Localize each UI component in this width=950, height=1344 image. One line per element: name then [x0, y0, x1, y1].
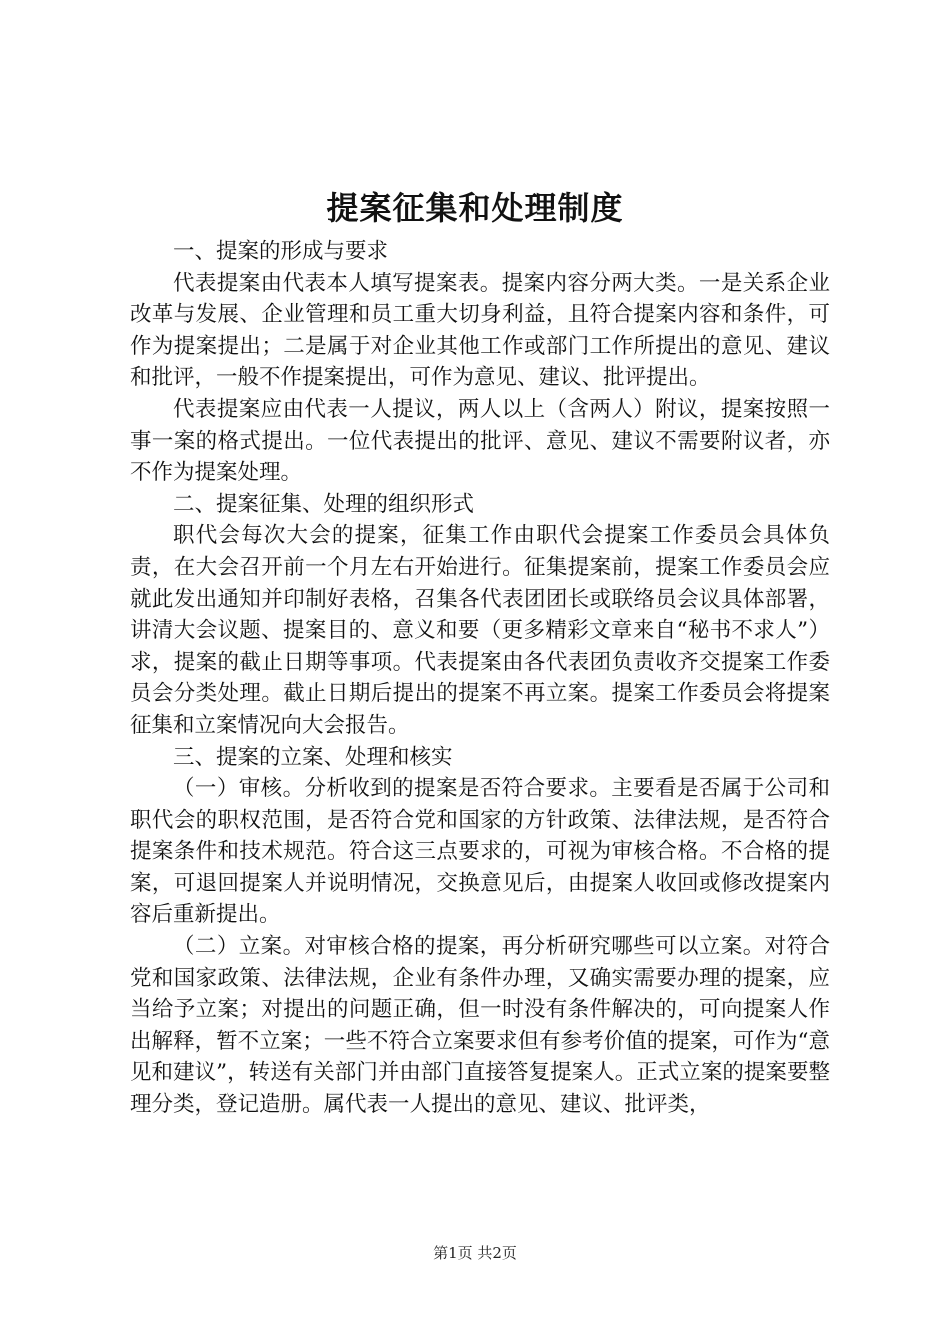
page-number-footer: 第1页 共2页	[433, 1244, 517, 1262]
paragraph: 代表提案应由代表一人提议，两人以上（含两人）附议，提案按照一事一案的格式提出。一位代表提出的批评、意见、建议不需要附议者，亦不作为提案处理。	[130, 396, 830, 486]
paragraph: 代表提案由代表本人填写提案表。提案内容分两大类。一是关系企业改革与发展、企业管理和员工重大切身利益，且符合提案内容和条件，可作为提案提出；二是属于对企业其他工作或部门工作所提出的意见、建议和批评，一般不作提案提出，可作为意见、建议、批评提出。	[130, 270, 830, 391]
section-heading: 二、提案征集、处理的组织形式	[173, 491, 475, 517]
paragraph: （一）审核。分析收到的提案是否符合要求。主要看是否属于公司和职代会的职权范围，是否符合党和国家的方针政策、法律法规，是否符合提案条件和技术规范。符合这三点要求的，可视为审核合格。不合格的提案，可退回提案人并说明情况，交换意见后，由提案人收回或修改提案内容后重新提出。	[130, 776, 830, 928]
section-heading: 三、提案的立案、处理和核实	[173, 744, 453, 770]
document-body	[130, 236, 830, 1121]
paragraph: 职代会每次大会的提案，征集工作由职代会提案工作委员会具体负责，在大会召开前一个月左右开始进行。征集提案前，提案工作委员会应就此发出通知并印制好表格，召集各代表团团长或联络员会议具体部署，讲清大会议题、提案目的、意义和要（更多精彩文章来自“秘书不求人”）求，提案的截止日期等事项。代表提案由各代表团负责收齐交提案工作委员会分类处理。截止日期后提出的提案不再立案。提案工作委员会将提案征集和立案情况向大会报告。	[130, 523, 830, 738]
page-title: 提案征集和处理制度	[326, 189, 624, 227]
section-heading: 一、提案的形成与要求	[173, 239, 389, 264]
paragraph: （二）立案。对审核合格的提案，再分析研究哪些可以立案。对符合党和国家政策、法律法规，企业有条件办理，又确实需要办理的提案，应当给予立案；对提出的问题正确，但一时没有条件解决的，可向提案人作出解释，暂不立案；一些不符合立案要求但有参考价值的提案，可作为“意见和建议”，转送有关部门并由部门直接答复提案人。正式立案的提案要整理分类，登记造册。属代表一人提出的意见、建议、批评类，	[130, 934, 830, 1118]
